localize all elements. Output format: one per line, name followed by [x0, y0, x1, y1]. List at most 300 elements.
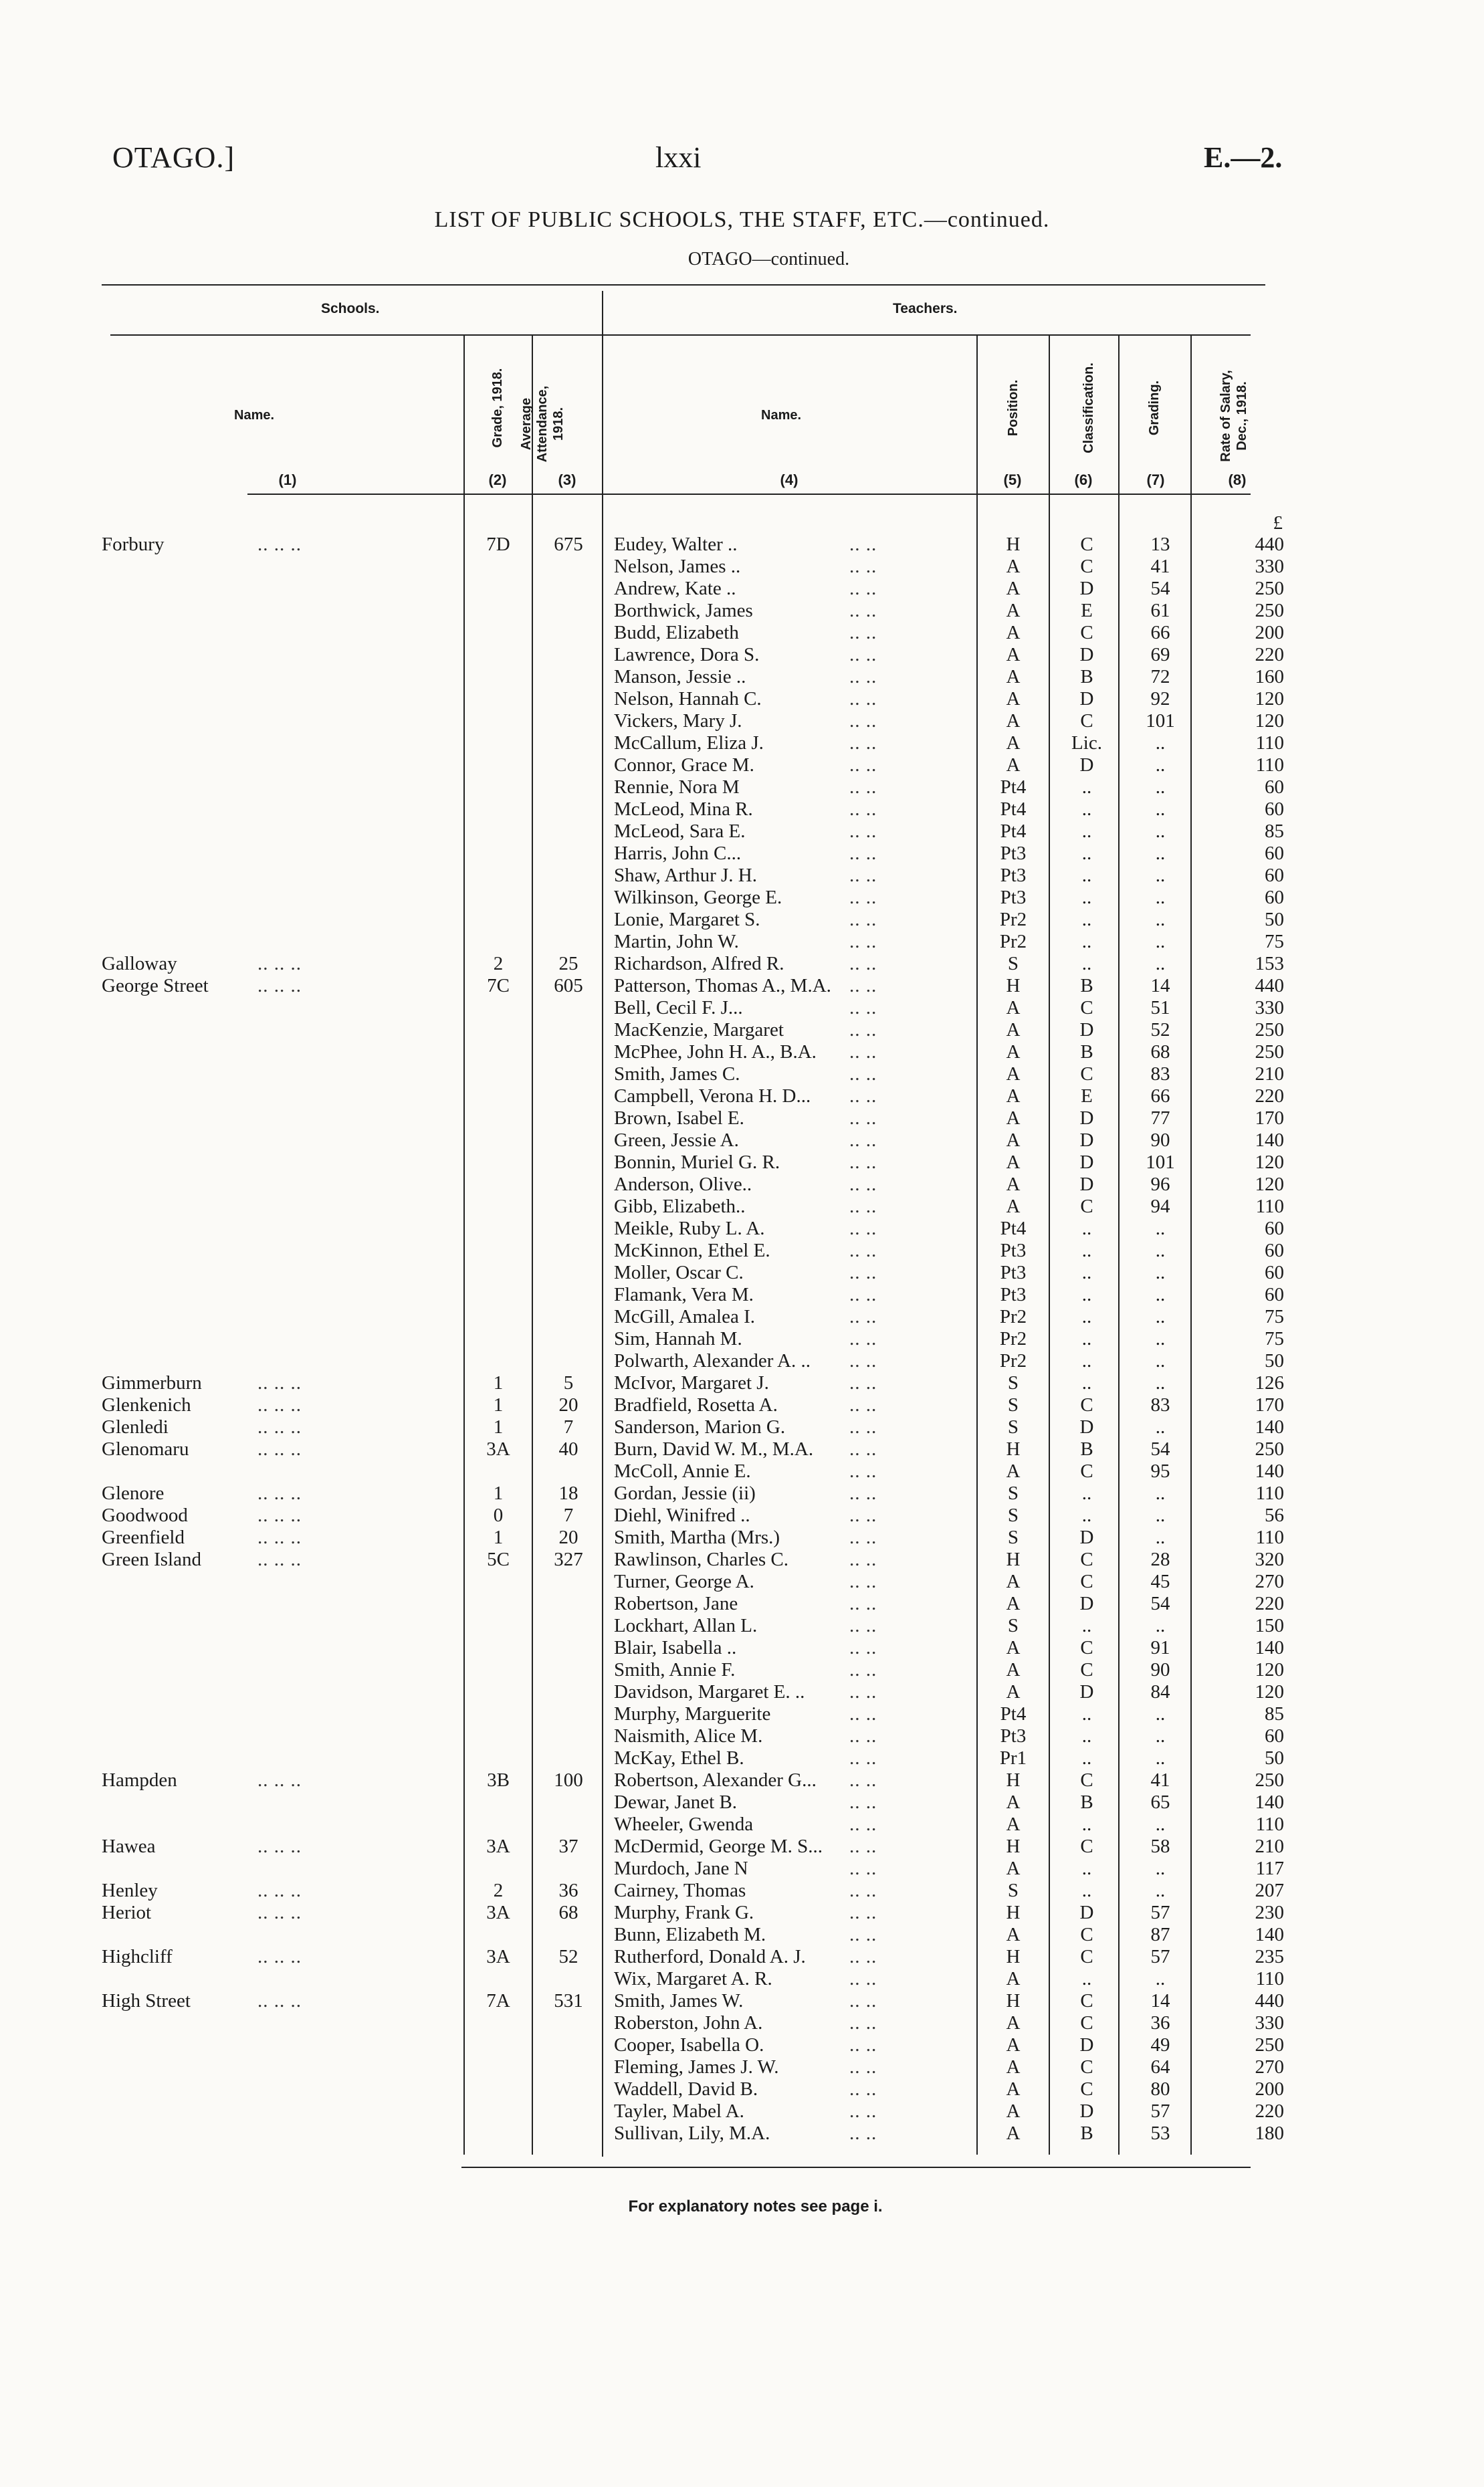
table-row	[0, 1372, 1484, 1394]
table-row	[0, 732, 1484, 754]
grading: 91	[1150, 1637, 1170, 1658]
teacher-name: Eudey, Walter ..	[614, 534, 738, 555]
teacher-name: Tayler, Mabel A.	[614, 2100, 744, 2122]
leader-dots: .. ..	[849, 1703, 877, 1725]
classification: Lic.	[1071, 732, 1102, 754]
grading: ..	[1155, 1284, 1166, 1305]
table-row	[0, 2034, 1484, 2056]
classification: C	[1080, 1990, 1093, 2012]
leader-dots: .. .. ..	[257, 1527, 302, 1548]
table-row	[0, 1968, 1484, 1990]
teacher-name: McLeod, Sara E.	[614, 821, 746, 842]
table-row	[0, 1085, 1484, 1107]
table-row	[0, 1681, 1484, 1703]
table-row	[0, 1946, 1484, 1968]
table-header-rule	[110, 334, 1251, 336]
leader-dots: .. .. ..	[257, 1483, 302, 1504]
classification: ..	[1081, 1306, 1092, 1327]
teacher-name: Polwarth, Alexander A. ..	[614, 1350, 811, 1372]
grading: 80	[1150, 2078, 1170, 2100]
grading: 69	[1150, 644, 1170, 665]
table-row	[0, 1549, 1484, 1571]
school-name: Galloway	[102, 953, 177, 974]
teacher-name: Murphy, Frank G.	[614, 1902, 754, 1923]
table-row	[0, 1284, 1484, 1306]
average-attendance: 605	[554, 975, 583, 996]
classification: E	[1081, 1085, 1093, 1107]
leader-dots: .. ..	[849, 1284, 877, 1305]
grading: 41	[1150, 556, 1170, 577]
salary-rate: 250	[1255, 2034, 1284, 2056]
average-attendance: 40	[558, 1438, 578, 1460]
leader-dots: .. .. ..	[257, 1505, 302, 1526]
table-row	[0, 1262, 1484, 1284]
salary-rate: 120	[1255, 1681, 1284, 1703]
grading: 64	[1150, 2056, 1170, 2078]
leader-dots: .. ..	[849, 1129, 877, 1151]
grading: 57	[1150, 2100, 1170, 2122]
salary-rate: 250	[1255, 1019, 1284, 1041]
position: Pt3	[1000, 1284, 1027, 1305]
table-row	[0, 688, 1484, 710]
table-row	[0, 1328, 1484, 1350]
leader-dots: .. .. ..	[257, 1372, 302, 1394]
position: A	[1006, 1792, 1021, 1813]
classification: D	[1079, 688, 1094, 710]
teacher-name: Smith, James C.	[614, 1063, 740, 1085]
school-grade: 2	[493, 1880, 504, 1901]
leader-dots: .. ..	[849, 1571, 877, 1592]
table-row	[0, 1836, 1484, 1858]
teacher-name: Burn, David W. M., M.A.	[614, 1438, 814, 1460]
salary-rate: 140	[1255, 1416, 1284, 1438]
leader-dots: .. ..	[849, 666, 877, 687]
teacher-name: Manson, Jessie ..	[614, 666, 746, 687]
leader-dots: .. ..	[849, 1152, 877, 1173]
salary-rate: 110	[1255, 1814, 1284, 1835]
leader-dots: .. ..	[849, 600, 877, 621]
position: H	[1006, 1836, 1021, 1857]
position: S	[1007, 1615, 1019, 1636]
grading: ..	[1155, 821, 1166, 842]
school-grade: 1	[493, 1416, 504, 1438]
leader-dots: .. ..	[849, 1659, 877, 1681]
position: A	[1006, 1858, 1021, 1879]
position: S	[1007, 1394, 1019, 1416]
position: A	[1006, 1174, 1021, 1195]
position: Pt4	[1000, 821, 1027, 842]
classification: C	[1080, 2012, 1093, 2034]
col-header-school-name: Name.	[234, 408, 275, 423]
classification: C	[1080, 1196, 1093, 1217]
grading: 101	[1146, 1152, 1175, 1173]
salary-rate: 140	[1255, 1461, 1284, 1482]
classification: C	[1080, 556, 1093, 577]
classification: C	[1080, 1394, 1093, 1416]
position: Pr2	[999, 931, 1027, 952]
grading: ..	[1155, 887, 1166, 908]
leader-dots: .. .. ..	[257, 1836, 302, 1857]
salary-rate: 140	[1255, 1129, 1284, 1151]
position: H	[1006, 534, 1021, 555]
position: H	[1006, 1902, 1021, 1923]
grading: ..	[1155, 1350, 1166, 1372]
col-header-grading: Grading.	[1147, 380, 1162, 436]
classification: C	[1080, 1549, 1093, 1570]
leader-dots: .. .. ..	[257, 1769, 302, 1791]
school-grade: 1	[493, 1527, 504, 1548]
table-row	[0, 1350, 1484, 1372]
table-row	[0, 1858, 1484, 1880]
teacher-name: McKinnon, Ethel E.	[614, 1240, 770, 1261]
salary-rate: 110	[1255, 732, 1284, 754]
leader-dots: .. ..	[849, 1416, 877, 1438]
leader-dots: .. ..	[849, 1461, 877, 1482]
table-row	[0, 1990, 1484, 2012]
classification: C	[1080, 1571, 1093, 1592]
table-row	[0, 556, 1484, 578]
average-attendance: 7	[563, 1416, 574, 1438]
classification: D	[1079, 1174, 1094, 1195]
table-row	[0, 666, 1484, 688]
grading: 95	[1150, 1461, 1170, 1482]
position: A	[1006, 1571, 1021, 1592]
school-name: High Street	[102, 1990, 191, 2012]
classification: ..	[1081, 1372, 1092, 1394]
grading: 28	[1150, 1549, 1170, 1570]
salary-rate: 200	[1255, 2078, 1284, 2100]
table-row	[0, 798, 1484, 821]
table-row	[0, 1306, 1484, 1328]
salary-rate: 140	[1255, 1637, 1284, 1658]
teacher-name: Wix, Margaret A. R.	[614, 1968, 772, 1989]
salary-rate: 200	[1255, 622, 1284, 643]
teacher-name: Blair, Isabella ..	[614, 1637, 737, 1658]
salary-rate: 220	[1255, 1085, 1284, 1107]
leader-dots: .. .. ..	[257, 975, 302, 996]
col-number: (6)	[1074, 471, 1093, 488]
average-attendance: 36	[558, 1880, 578, 1901]
leader-dots: .. ..	[849, 1505, 877, 1526]
position: A	[1006, 732, 1021, 754]
position: A	[1006, 644, 1021, 665]
teacher-name: Roberston, John A.	[614, 2012, 763, 2034]
teacher-name: Cairney, Thomas	[614, 1880, 746, 1901]
grading: ..	[1155, 1372, 1166, 1394]
classification: ..	[1081, 1703, 1092, 1725]
salary-rate: 330	[1255, 997, 1284, 1018]
table-row	[0, 1769, 1484, 1792]
table-row	[0, 1107, 1484, 1129]
grading: 84	[1150, 1681, 1170, 1703]
school-grade: 0	[493, 1505, 504, 1526]
grading: 61	[1150, 600, 1170, 621]
leader-dots: .. .. ..	[257, 534, 302, 555]
position: A	[1006, 2034, 1021, 2056]
teacher-name: Campbell, Verona H. D...	[614, 1085, 811, 1107]
table-row	[0, 1747, 1484, 1769]
salary-rate: 330	[1255, 556, 1284, 577]
position: Pt3	[1000, 1725, 1027, 1747]
leader-dots: .. ..	[849, 1527, 877, 1548]
table-row	[0, 1129, 1484, 1152]
position: A	[1006, 997, 1021, 1018]
salary-rate: 110	[1255, 1196, 1284, 1217]
salary-rate: 75	[1265, 1306, 1284, 1327]
table-row	[0, 1019, 1484, 1041]
grading: ..	[1155, 865, 1166, 886]
position: A	[1006, 2078, 1021, 2100]
leader-dots: .. ..	[849, 1196, 877, 1217]
position: A	[1006, 600, 1021, 621]
group-header-schools: Schools.	[321, 301, 380, 316]
position: S	[1007, 953, 1019, 974]
average-attendance: 25	[558, 953, 578, 974]
classification: ..	[1081, 1858, 1092, 1879]
leader-dots: .. ..	[849, 843, 877, 864]
teacher-name: Anderson, Olive..	[614, 1174, 752, 1195]
classification: C	[1080, 534, 1093, 555]
salary-rate: 440	[1255, 975, 1284, 996]
position: H	[1006, 1946, 1021, 1967]
salary-rate: 60	[1265, 1218, 1284, 1239]
school-name: Glenkenich	[102, 1394, 191, 1416]
salary-rate: 330	[1255, 2012, 1284, 2034]
salary-rate: 110	[1255, 1527, 1284, 1548]
table-row	[0, 2100, 1484, 2123]
table-row	[0, 644, 1484, 666]
classification: ..	[1081, 887, 1092, 908]
grading: 66	[1150, 1085, 1170, 1107]
position: A	[1006, 1129, 1021, 1151]
leader-dots: .. ..	[849, 1483, 877, 1504]
leader-dots: .. ..	[849, 1637, 877, 1658]
grading: 77	[1150, 1107, 1170, 1129]
school-grade: 3A	[486, 1438, 510, 1460]
teacher-name: Bradfield, Rosetta A.	[614, 1394, 778, 1416]
table-row	[0, 776, 1484, 798]
classification: ..	[1081, 1814, 1092, 1835]
leader-dots: .. ..	[849, 1769, 877, 1791]
school-name: Heriot	[102, 1902, 152, 1923]
grading: ..	[1155, 1240, 1166, 1261]
leader-dots: .. ..	[849, 1372, 877, 1394]
position: A	[1006, 1637, 1021, 1658]
classification: ..	[1081, 1218, 1092, 1239]
col-number: (2)	[488, 471, 507, 488]
col-number: (1)	[278, 471, 297, 488]
classification: B	[1080, 2123, 1093, 2144]
teacher-name: McIvor, Margaret J.	[614, 1372, 769, 1394]
position: A	[1006, 2123, 1021, 2144]
classification: C	[1080, 1946, 1093, 1967]
classification: ..	[1081, 1328, 1092, 1349]
teacher-name: Gibb, Elizabeth..	[614, 1196, 746, 1217]
leader-dots: .. ..	[849, 754, 877, 776]
leader-dots: .. ..	[849, 732, 877, 754]
teacher-name: Fleming, James J. W.	[614, 2056, 779, 2078]
classification: C	[1080, 1836, 1093, 1857]
teacher-name: Diehl, Winifred ..	[614, 1505, 750, 1526]
teacher-name: Moller, Oscar C.	[614, 1262, 744, 1283]
col-header-position: Position.	[1006, 379, 1021, 437]
grading: 65	[1150, 1792, 1170, 1813]
grading: 96	[1150, 1174, 1170, 1195]
school-name: Hampden	[102, 1769, 177, 1791]
leader-dots: .. ..	[849, 2100, 877, 2122]
position: Pr2	[999, 1350, 1027, 1372]
table-row	[0, 953, 1484, 975]
teacher-name: Dewar, Janet B.	[614, 1792, 738, 1813]
salary-rate: 230	[1255, 1902, 1284, 1923]
classification: C	[1080, 710, 1093, 732]
classification: C	[1080, 1924, 1093, 1945]
leader-dots: .. .. ..	[257, 1990, 302, 2012]
salary-rate: 60	[1265, 887, 1284, 908]
average-attendance: 327	[554, 1549, 583, 1570]
group-header-teachers: Teachers.	[893, 301, 958, 316]
grading: ..	[1155, 1328, 1166, 1349]
classification: C	[1080, 1637, 1093, 1658]
classification: D	[1079, 1902, 1094, 1923]
leader-dots: .. ..	[849, 1615, 877, 1636]
teacher-name: Robertson, Jane	[614, 1593, 738, 1614]
school-grade: 3A	[486, 1902, 510, 1923]
table-row	[0, 821, 1484, 843]
position: Pt4	[1000, 1703, 1027, 1725]
position: A	[1006, 1814, 1021, 1835]
leader-dots: .. ..	[849, 534, 877, 555]
table-row	[0, 865, 1484, 887]
salary-rate: 207	[1255, 1880, 1284, 1901]
leader-dots: .. ..	[849, 1946, 877, 1967]
salary-rate: 440	[1255, 534, 1284, 555]
teacher-name: Rutherford, Donald A. J.	[614, 1946, 806, 1967]
position: S	[1007, 1416, 1019, 1438]
table-row	[0, 909, 1484, 931]
teacher-name: McDermid, George M. S...	[614, 1836, 823, 1857]
classification: ..	[1081, 1725, 1092, 1747]
school-grade: 7C	[487, 975, 510, 996]
teacher-name: McLeod, Mina R.	[614, 798, 753, 820]
grading: ..	[1155, 776, 1166, 798]
teacher-name: Murdoch, Jane N	[614, 1858, 748, 1879]
table-row	[0, 1571, 1484, 1593]
grading: 83	[1150, 1063, 1170, 1085]
table-row	[0, 887, 1484, 909]
grading: 87	[1150, 1924, 1170, 1945]
salary-rate: 320	[1255, 1549, 1284, 1570]
salary-rate: 170	[1255, 1107, 1284, 1129]
table-row	[0, 1041, 1484, 1063]
salary-rate: 150	[1255, 1615, 1284, 1636]
grading: 36	[1150, 2012, 1170, 2034]
grading: 54	[1150, 578, 1170, 599]
classification: ..	[1081, 798, 1092, 820]
teacher-name: Bonnin, Muriel G. R.	[614, 1152, 780, 1173]
leader-dots: .. ..	[849, 1593, 877, 1614]
position: A	[1006, 578, 1021, 599]
salary-rate: 120	[1255, 1174, 1284, 1195]
grading: 14	[1150, 1990, 1170, 2012]
position: S	[1007, 1880, 1019, 1901]
table-row	[0, 1615, 1484, 1637]
leader-dots: .. ..	[849, 1063, 877, 1085]
table-row	[0, 1461, 1484, 1483]
position: A	[1006, 1085, 1021, 1107]
col-header-classification: Classification.	[1081, 362, 1096, 453]
salary-rate: 60	[1265, 1240, 1284, 1261]
table-row	[0, 600, 1484, 622]
position: A	[1006, 1681, 1021, 1703]
classification: D	[1079, 1681, 1094, 1703]
position: Pr2	[999, 1328, 1027, 1349]
classification: ..	[1081, 1483, 1092, 1504]
salary-rate: 270	[1255, 1571, 1284, 1592]
teacher-name: Waddell, David B.	[614, 2078, 758, 2100]
salary-rate: 250	[1255, 600, 1284, 621]
position: A	[1006, 1107, 1021, 1129]
leader-dots: .. ..	[849, 644, 877, 665]
leader-dots: .. .. ..	[257, 1394, 302, 1416]
salary-rate: 60	[1265, 843, 1284, 864]
leader-dots: .. ..	[849, 688, 877, 710]
teacher-name: McCallum, Eliza J.	[614, 732, 764, 754]
grading: 52	[1150, 1019, 1170, 1041]
grading: ..	[1155, 798, 1166, 820]
teacher-name: Patterson, Thomas A., M.A.	[614, 975, 831, 996]
average-attendance: 37	[558, 1836, 578, 1857]
position: Pt4	[1000, 1218, 1027, 1239]
leader-dots: .. ..	[849, 1438, 877, 1460]
grading: ..	[1155, 909, 1166, 930]
position: Pr1	[999, 1747, 1027, 1769]
teacher-name: Wilkinson, George E.	[614, 887, 782, 908]
grading: 49	[1150, 2034, 1170, 2056]
position: H	[1006, 1769, 1021, 1791]
leader-dots: .. ..	[849, 1836, 877, 1857]
classification: D	[1079, 1019, 1094, 1041]
school-grade: 2	[493, 953, 504, 974]
position: H	[1006, 1549, 1021, 1570]
teacher-name: McColl, Annie E.	[614, 1461, 751, 1482]
teacher-name: Sim, Hannah M.	[614, 1328, 742, 1349]
position: A	[1006, 1659, 1021, 1681]
salary-rate: 120	[1255, 688, 1284, 710]
classification: D	[1079, 644, 1094, 665]
classification: C	[1080, 2056, 1093, 2078]
teacher-name: Turner, George A.	[614, 1571, 754, 1592]
leader-dots: .. ..	[849, 865, 877, 886]
col-number: (5)	[1003, 471, 1022, 488]
leader-dots: .. ..	[849, 1880, 877, 1901]
classification: E	[1081, 600, 1093, 621]
leader-dots: .. ..	[849, 1328, 877, 1349]
salary-rate: 60	[1265, 798, 1284, 820]
grading: ..	[1155, 1880, 1166, 1901]
teacher-name: Bell, Cecil F. J...	[614, 997, 743, 1018]
salary-rate: 60	[1265, 1284, 1284, 1305]
table-row	[0, 2012, 1484, 2034]
classification: B	[1080, 975, 1093, 996]
position: A	[1006, 1968, 1021, 1989]
teacher-name: Smith, Annie F.	[614, 1659, 736, 1681]
salary-rate: 120	[1255, 1152, 1284, 1173]
table-row	[0, 975, 1484, 997]
classification: ..	[1081, 1350, 1092, 1372]
salary-rate: 160	[1255, 666, 1284, 687]
teacher-name: Davidson, Margaret E. ..	[614, 1681, 805, 1703]
